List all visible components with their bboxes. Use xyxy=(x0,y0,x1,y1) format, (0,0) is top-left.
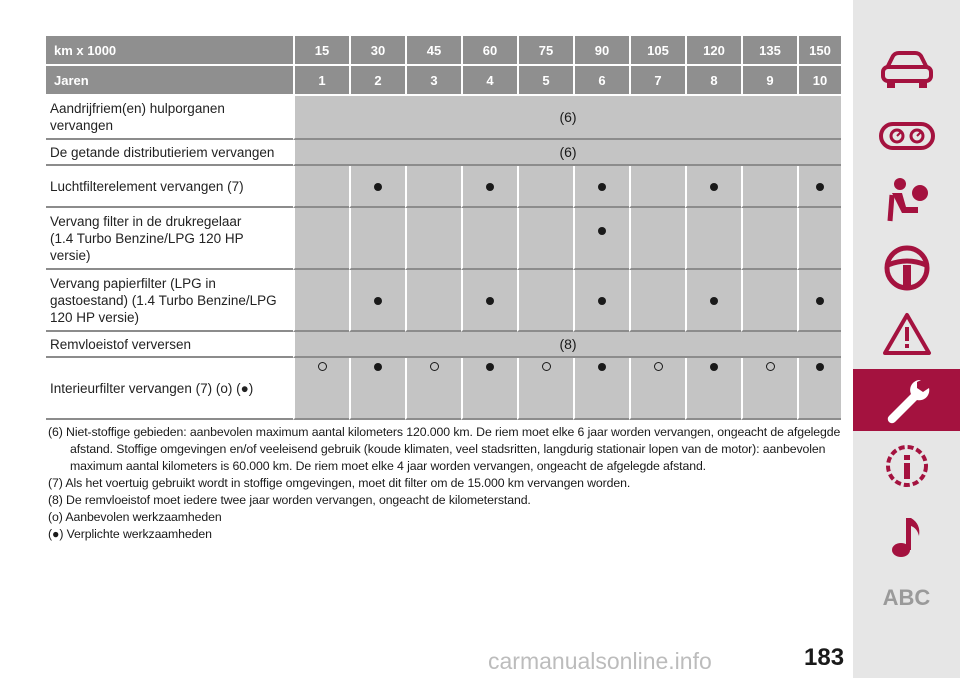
mandatory-mark xyxy=(710,297,718,305)
km-header-cell: 15 xyxy=(293,36,349,66)
mandatory-mark xyxy=(598,363,606,371)
row-note-cell: (8) xyxy=(293,332,841,358)
mandatory-mark xyxy=(374,363,382,371)
recommended-mark xyxy=(766,362,775,371)
table-row xyxy=(46,96,841,140)
schedule-cell xyxy=(685,208,741,270)
schedule-cell xyxy=(797,166,841,208)
km-header-row xyxy=(46,36,841,66)
watermark: carmanualsonline.info xyxy=(488,648,712,674)
km-header-cell: 30 xyxy=(349,36,405,66)
row-label-line: versie) xyxy=(50,247,91,263)
row-label-line: Luchtfilterelement vervangen (7) xyxy=(50,178,244,194)
km-header-label: km x 1000 xyxy=(46,36,293,66)
dashboard-gauges-icon[interactable] xyxy=(853,108,960,164)
row-label-line: Vervang papierfilter (LPG in xyxy=(50,275,216,291)
years-header-cell: 1 xyxy=(293,66,349,96)
schedule-cell xyxy=(293,166,349,208)
km-header-cell: 105 xyxy=(629,36,685,66)
km-header-cell: 90 xyxy=(573,36,629,66)
schedule-cell xyxy=(405,358,461,420)
chapter-sidebar xyxy=(853,0,960,678)
row-label-line: Vervang filter in de drukregelaar xyxy=(50,213,242,229)
years-header-label: Jaren xyxy=(46,66,293,96)
footnote-8: (8) De remvloeistof moet iedere twee jaar worden vervangen, ongeacht de kilometerstand. xyxy=(48,493,531,507)
recommended-mark xyxy=(430,362,439,371)
years-header-cell: 5 xyxy=(517,66,573,96)
mandatory-mark xyxy=(486,297,494,305)
schedule-cell xyxy=(685,270,741,332)
schedule-cell xyxy=(461,208,517,270)
abc-index-label[interactable]: ABC xyxy=(882,585,931,610)
schedule-cell xyxy=(573,166,629,208)
table-row xyxy=(46,208,841,270)
schedule-cell xyxy=(573,270,629,332)
years-header-cell: 2 xyxy=(349,66,405,96)
table-row xyxy=(46,140,841,166)
mandatory-mark xyxy=(598,183,606,191)
schedule-cell xyxy=(741,358,797,420)
years-header-cell: 6 xyxy=(573,66,629,96)
schedule-cell xyxy=(741,166,797,208)
mandatory-mark xyxy=(816,183,824,191)
airbag-passenger-icon[interactable] xyxy=(853,172,960,228)
schedule-cell xyxy=(349,270,405,332)
table-row xyxy=(46,270,841,332)
wrench-icon[interactable] xyxy=(853,369,960,431)
schedule-cell xyxy=(629,358,685,420)
schedule-cell xyxy=(405,208,461,270)
row-label xyxy=(46,166,293,208)
schedule-cell xyxy=(573,208,629,270)
schedule-cell xyxy=(797,270,841,332)
schedule-cell xyxy=(629,208,685,270)
footnote-6-cont: afstand. Stoffige omgevingen en/of veeleisend gebruik (koude klimaten, veel stadsritten, langdurig stationair lopen van de motor): aanbevolen xyxy=(70,442,826,456)
schedule-cell xyxy=(293,208,349,270)
years-header-row xyxy=(46,66,841,96)
footnotes xyxy=(46,424,841,543)
km-header-cell: 45 xyxy=(405,36,461,66)
row-label xyxy=(46,270,293,332)
row-label-line: De getande distributieriem vervangen xyxy=(50,144,275,160)
mandatory-mark xyxy=(374,297,382,305)
table-row xyxy=(46,358,841,420)
years-header-cell: 10 xyxy=(797,66,841,96)
mandatory-mark xyxy=(816,363,824,371)
schedule-cell xyxy=(349,208,405,270)
recommended-mark xyxy=(542,362,551,371)
row-label-line: Aandrijfriem(en) hulporganen xyxy=(50,101,225,116)
table-row xyxy=(46,332,841,358)
years-header-cell: 9 xyxy=(741,66,797,96)
mandatory-mark xyxy=(598,227,606,235)
legend-mandatory: (●) Verplichte werkzaamheden xyxy=(48,527,212,541)
mandatory-mark xyxy=(710,183,718,191)
schedule-cell xyxy=(517,166,573,208)
schedule-cell xyxy=(405,270,461,332)
schedule-cell xyxy=(349,358,405,420)
schedule-cell xyxy=(797,208,841,270)
recommended-mark xyxy=(318,362,327,371)
row-label xyxy=(46,96,293,140)
km-header-cell: 120 xyxy=(685,36,741,66)
row-label-line: vervangen xyxy=(50,118,114,133)
maintenance-document xyxy=(46,36,841,543)
page-number: 183 xyxy=(804,644,845,671)
schedule-cell xyxy=(573,358,629,420)
maintenance-schedule-table xyxy=(46,36,841,420)
row-label xyxy=(46,358,293,420)
footnote-6: (6) Niet-stoffige gebieden: aanbevolen maximum aantal kilometers 120.000 km. De riem moet elke 6 jaar worden vervangen, ongeacht de afgelegde xyxy=(48,425,841,439)
km-header-cell: 135 xyxy=(741,36,797,66)
km-header-cell: 150 xyxy=(797,36,841,66)
row-label xyxy=(46,208,293,270)
mandatory-mark xyxy=(710,363,718,371)
schedule-cell xyxy=(349,166,405,208)
schedule-cell xyxy=(461,270,517,332)
mandatory-mark xyxy=(486,183,494,191)
mandatory-mark xyxy=(816,297,824,305)
table-row xyxy=(46,166,841,208)
schedule-cell xyxy=(461,166,517,208)
row-label-line: gastoestand) (1.4 Turbo Benzine/LPG xyxy=(50,292,277,308)
schedule-cell xyxy=(629,270,685,332)
row-note-cell: (6) xyxy=(293,140,841,166)
schedule-cell xyxy=(741,270,797,332)
schedule-cell xyxy=(461,358,517,420)
row-label-line: (1.4 Turbo Benzine/LPG 120 HP xyxy=(50,230,244,246)
row-note-cell: (6) xyxy=(293,96,841,140)
mandatory-mark xyxy=(598,297,606,305)
schedule-cell xyxy=(685,358,741,420)
schedule-cell xyxy=(293,270,349,332)
years-header-cell: 4 xyxy=(461,66,517,96)
schedule-cell xyxy=(293,358,349,420)
row-label-line: Remvloeistof verversen xyxy=(50,336,192,352)
mandatory-mark xyxy=(486,363,494,371)
car-icon[interactable] xyxy=(853,42,960,98)
schedule-cell xyxy=(629,166,685,208)
footnote-6-cont: maximum aantal kilometers is 60.000 km. De riem moet elke 4 jaar worden vervangen, ongeacht de afgelegde afstand. xyxy=(70,459,706,473)
schedule-cell xyxy=(685,166,741,208)
km-header-cell: 75 xyxy=(517,36,573,66)
schedule-cell xyxy=(405,166,461,208)
legend-recommended: (o) Aanbevolen werkzaamheden xyxy=(48,510,222,524)
recommended-mark xyxy=(654,362,663,371)
info-icon[interactable] xyxy=(853,438,960,494)
row-label-line: 120 HP versie) xyxy=(50,309,140,325)
footnote-7: (7) Als het voertuig gebruikt wordt in stoffige omgevingen, moet dit filter om de 15.000 km vervangen worden. xyxy=(48,476,631,490)
schedule-cell xyxy=(797,358,841,420)
schedule-cell xyxy=(517,208,573,270)
steering-wheel-icon[interactable] xyxy=(853,240,960,296)
schedule-cell xyxy=(517,358,573,420)
music-note-icon[interactable] xyxy=(853,508,960,564)
row-label xyxy=(46,332,293,358)
years-header-cell: 7 xyxy=(629,66,685,96)
km-header-cell: 60 xyxy=(461,36,517,66)
row-label-line: Interieurfilter vervangen (7) (o) (●) xyxy=(50,380,254,396)
mandatory-mark xyxy=(374,183,382,191)
years-header-cell: 3 xyxy=(405,66,461,96)
years-header-cell: 8 xyxy=(685,66,741,96)
schedule-cell xyxy=(741,208,797,270)
row-label xyxy=(46,140,293,166)
schedule-cell xyxy=(517,270,573,332)
warning-triangle-icon[interactable] xyxy=(853,306,960,362)
